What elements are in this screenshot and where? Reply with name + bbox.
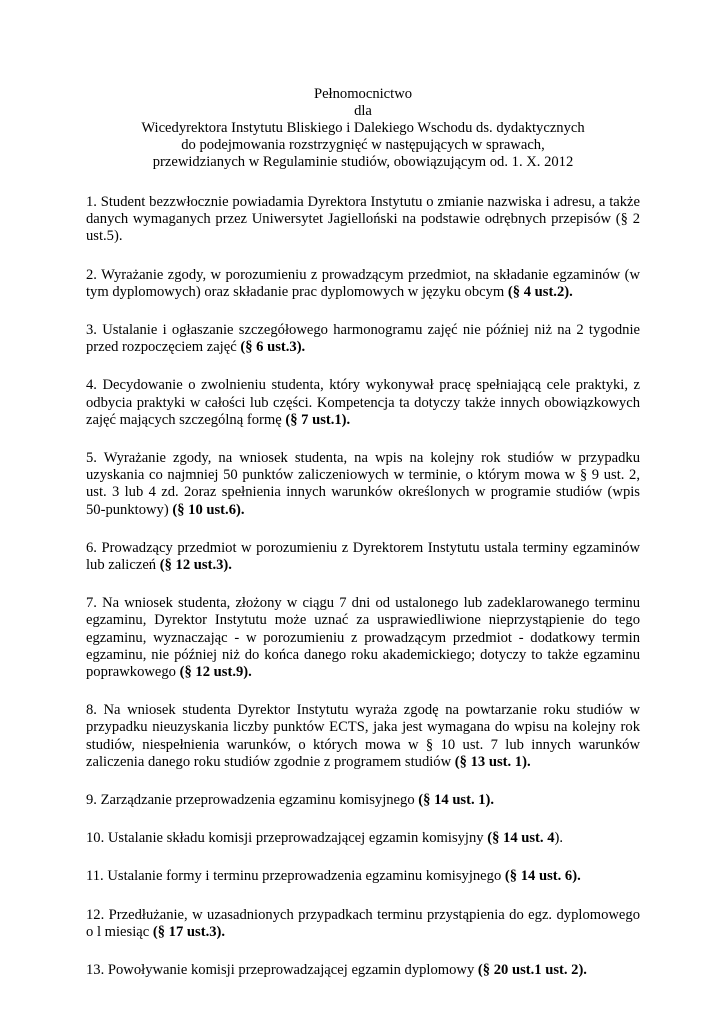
item-text: 13. Powoływanie komisji przeprowadzającej egzamin dyplomowy — [86, 962, 478, 979]
item-reference: (§ 17 ust.3). — [152, 923, 226, 940]
item-reference: (§ 12 ust.3). — [159, 557, 232, 574]
item-text: 2. Wyrażanie zgody, w porozumieniu z prowadzącym przedmiot, na składanie egzaminów (w tym dyplomowych) oraz składanie prac dyplomowych w języku obcym — [86, 266, 640, 300]
list-item — [86, 267, 640, 301]
item-reference: (§ 20 ust.1 ust. 2). — [477, 962, 587, 979]
item-reference: (§ 12 ust.9). — [179, 664, 252, 681]
header-line-scope: do podejmowania rozstrzygnięć w następujących w sprawach, — [181, 137, 545, 153]
item-text: 12. Przedłużanie, w uzasadnionych przypadkach terminu przystąpienia do egz. dyplomowego o l miesiąc — [86, 906, 640, 940]
item-text: 8. Na wniosek studenta Dyrektor Instytutu wyraża zgodę na powtarzanie roku studiów w przypadku nieuzyskania liczby punktów ECTS, jaka jest wymagana do wpisu na kolejny rok studiów, niespełnienia warunków, o których mowa w § 10 ust. 7 lub innych warunków zaliczenia danego roku studiów zgodnie z programem studiów — [86, 702, 640, 770]
document-page — [86, 86, 640, 979]
header-line-for: dla — [354, 103, 372, 119]
list-item — [86, 702, 640, 771]
item-reference: (§ 14 ust. 4 — [487, 830, 555, 847]
item-text: 7. Na wniosek studenta, złożony w ciągu 7 dni od ustalonego lub zadeklarowanego terminu egzaminu, Dyrektor Instytutu może uznać za usprawiedliwione nieprzystąpienie do tego egzaminu, wyznaczając - w porozumieniu z prowadzącym przedmiot - dodatkowy termin egzaminu, nie później niż do końca danego roku akademickiego; dotyczy to także egzaminu poprawkowego — [86, 595, 640, 681]
item-reference: (§ 13 ust. 1). — [454, 753, 531, 770]
list-item — [86, 830, 640, 847]
header-line-regulation: przewidzianych w Regulaminie studiów, obowiązującym od. 1. X. 2012 — [152, 154, 574, 170]
item-text: 10. Ustalanie składu komisji przeprowadzającej egzamin komisyjny — [86, 830, 488, 847]
item-text: 3. Ustalanie i ogłaszanie szczegółowego harmonogramu zajęć nie później niż na 2 tygodnie przed rozpoczęciem zajęć — [86, 322, 640, 356]
item-reference: (§ 4 ust.2). — [507, 283, 573, 300]
list-item — [86, 194, 640, 246]
item-reference: (§ 14 ust. 1). — [418, 792, 495, 809]
item-text: 5. Wyrażanie zgody, na wniosek studenta, na wpis na kolejny rok studiów w przypadku uzyskania co najmniej 50 punktów zaliczeniowych w terminie, o którym mowa w § 9 ust. 2, ust. 3 lub 4 zd. 2oraz spełnienia innych warunków określonych w programie studiów (wpis 50-punktowy) — [86, 450, 640, 518]
item-reference: (§ 14 ust. 6). — [504, 868, 581, 885]
item-text: 9. Zarządzanie przeprowadzenia egzaminu komisyjnego — [86, 792, 419, 809]
list-item — [86, 792, 640, 809]
list-item — [86, 868, 640, 885]
item-reference: (§ 7 ust.1). — [285, 411, 351, 428]
list-item — [86, 907, 640, 941]
item-reference: (§ 6 ust.3). — [240, 339, 306, 356]
item-text: 11. Ustalanie formy i terminu przeprowadzenia egzaminu komisyjnego — [86, 868, 505, 885]
list-item — [86, 540, 640, 574]
header-title: Pełnomocnictwo — [313, 86, 413, 102]
list-item — [86, 377, 640, 429]
item-text: 6. Prowadzący przedmiot w porozumieniu z Dyrektorem Instytutu ustala terminy egzaminów lub zaliczeń — [86, 539, 640, 574]
header-line-recipient: Wicedyrektora Instytutu Bliskiego i Dalekiego Wschodu ds. dydaktycznych — [141, 120, 585, 136]
item-text: 1. Student bezzwłocznie powiadamia Dyrektora Instytutu o zmianie nazwiska i adresu, a także danych wymaganych przez Uniwersytet Jagielloński na podstawie odrębnych przepisów (§ 2 ust.5). — [86, 194, 640, 245]
document-header — [86, 86, 640, 171]
list-item — [86, 595, 640, 681]
list-item — [86, 322, 640, 356]
item-text: 4. Decydowanie o zwolnieniu studenta, który wykonywał pracę spełniającą cele praktyki, z odbycia praktyki w całości lub części. Kompetencja ta dotyczy także innych obowiązkowych zajęć mających szczególną formę — [86, 377, 640, 428]
item-reference: (§ 10 ust.6). — [172, 501, 245, 518]
list-item — [86, 450, 640, 519]
item-tail: ). — [554, 830, 564, 847]
list-item — [86, 962, 640, 979]
